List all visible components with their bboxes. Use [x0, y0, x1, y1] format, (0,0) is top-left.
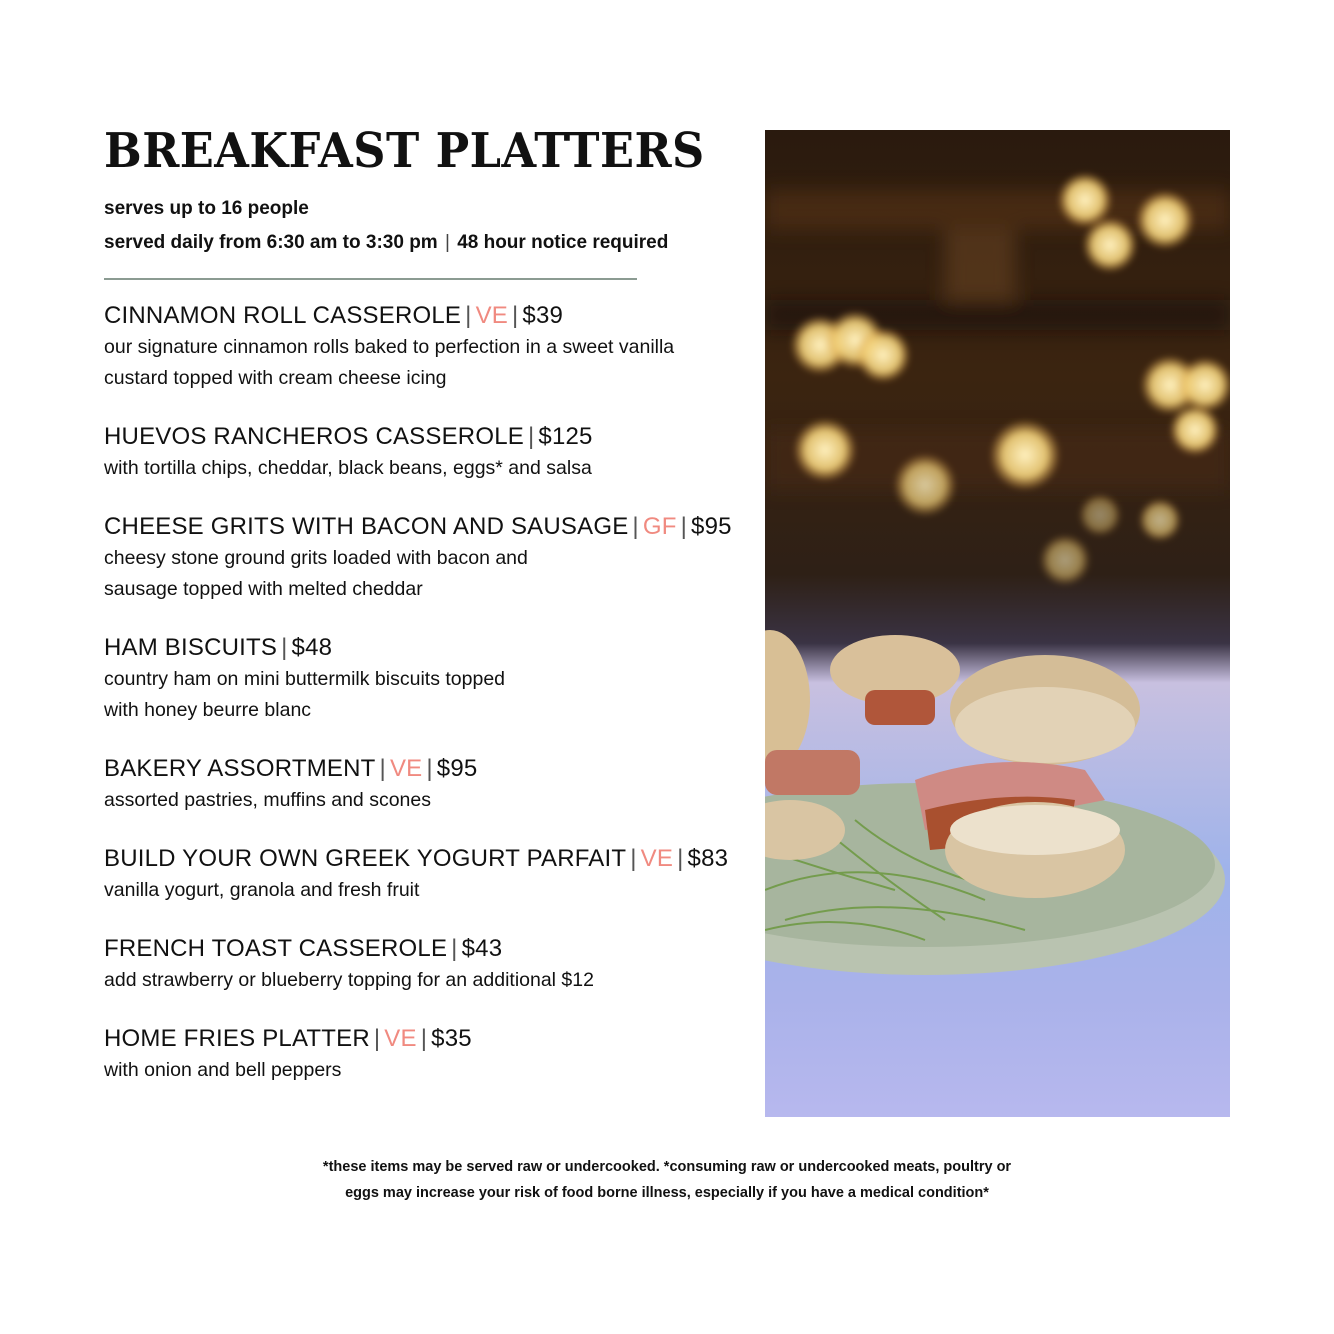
menu-item-name: CHEESE GRITS WITH BACON AND SAUSAGE: [104, 513, 629, 540]
separator: |: [680, 513, 688, 540]
dietary-tag: VE: [475, 302, 508, 329]
notice-text: 48 hour notice required: [457, 232, 669, 253]
separator: |: [373, 1025, 381, 1052]
menu-item-name: HOME FRIES PLATTER: [104, 1025, 370, 1052]
menu-item-description: with onion and bell peppers: [104, 1059, 342, 1081]
dietary-tag: VE: [389, 755, 423, 782]
menu-item-price: $95: [691, 513, 732, 540]
separator: |: [281, 634, 288, 661]
separator: |: [420, 1025, 428, 1052]
menu-item-name: BUILD YOUR OWN GREEK YOGURT PARFAIT: [104, 845, 627, 872]
menu-items-list: [104, 300, 754, 1086]
menu-item-description: cheesy stone ground grits loaded with bacon and: [104, 547, 528, 569]
menu-item-description: sausage topped with melted cheddar: [104, 578, 423, 600]
menu-item-price: $48: [291, 634, 333, 661]
menu-item-price: $83: [687, 845, 729, 872]
menu-item-heading: [104, 1023, 754, 1055]
separator: |: [677, 845, 684, 872]
food-photo: [765, 130, 1230, 1117]
menu-item-name: BAKERY ASSORTMENT: [104, 755, 376, 782]
menu-item: [104, 843, 754, 906]
menu-item-price: $95: [436, 755, 478, 782]
separator: |: [511, 302, 519, 329]
menu-item-description: add strawberry or blueberry topping for an additional $12: [104, 969, 594, 991]
separator: |: [444, 232, 450, 253]
separator: |: [630, 845, 637, 872]
dietary-tag: GF: [642, 513, 677, 540]
separator: |: [527, 423, 535, 450]
menu-item: [104, 753, 754, 816]
menu-item-description: with honey beurre blanc: [104, 699, 312, 721]
dietary-tag: VE: [640, 845, 674, 872]
footnote-line-1: *these items may be served raw or undercooked. *consuming raw or undercooked meats, poultry or: [322, 1159, 1012, 1175]
menu-item: [104, 933, 754, 996]
menu-item-name: FRENCH TOAST CASSEROLE: [104, 935, 448, 962]
menu-item-price: $125: [538, 423, 593, 450]
separator: |: [632, 513, 639, 540]
serves-info: serves up to 16 people: [104, 198, 309, 219]
menu-item: [104, 1023, 754, 1086]
schedule-text: served daily from 6:30 am to 3:30 pm: [104, 232, 438, 253]
menu-item-name: HAM BISCUITS: [104, 634, 278, 661]
menu-item: [104, 300, 754, 394]
divider: [104, 278, 637, 280]
separator: |: [426, 755, 433, 782]
menu-item-heading: [104, 753, 754, 785]
menu-item-description: vanilla yogurt, granola and fresh fruit: [104, 879, 420, 901]
menu-item-heading: [104, 632, 754, 664]
separator: |: [451, 935, 458, 962]
menu-item-price: $35: [431, 1025, 472, 1052]
separator: |: [465, 302, 472, 329]
menu-item-heading: [104, 933, 754, 965]
menu-item-description: our signature cinnamon rolls baked to perfection in a sweet vanilla: [104, 336, 675, 358]
menu-item: [104, 421, 754, 484]
menu-item-description: country ham on mini buttermilk biscuits topped: [104, 668, 506, 690]
menu-item-heading: [104, 300, 754, 332]
dietary-tag: VE: [384, 1025, 417, 1052]
ham-biscuits-photo-illustration: [765, 130, 1230, 1117]
menu-column: [104, 118, 754, 1113]
menu-item-description: with tortilla chips, cheddar, black beans, eggs* and salsa: [104, 457, 592, 479]
menu-item-description: custard topped with cream cheese icing: [104, 367, 447, 389]
menu-item-name: CINNAMON ROLL CASSEROLE: [104, 302, 462, 329]
menu-item-heading: [104, 421, 754, 453]
menu-item-price: $43: [461, 935, 503, 962]
menu-item: [104, 511, 754, 605]
menu-item: [104, 632, 754, 726]
menu-item-description: assorted pastries, muffins and scones: [104, 789, 431, 811]
menu-item-name: HUEVOS RANCHEROS CASSEROLE: [104, 423, 524, 450]
menu-item-heading: [104, 843, 754, 875]
page-title: BREAKFAST PLATTERS: [104, 123, 705, 179]
separator: |: [379, 755, 386, 782]
menu-item-heading: [104, 511, 754, 543]
schedule-info: [104, 226, 754, 260]
footnote-line-2: eggs may increase your risk of food borne illness, especially if you have a medical condition*: [345, 1185, 989, 1201]
food-safety-footnote: [0, 1154, 1334, 1206]
menu-item-price: $39: [522, 302, 564, 329]
